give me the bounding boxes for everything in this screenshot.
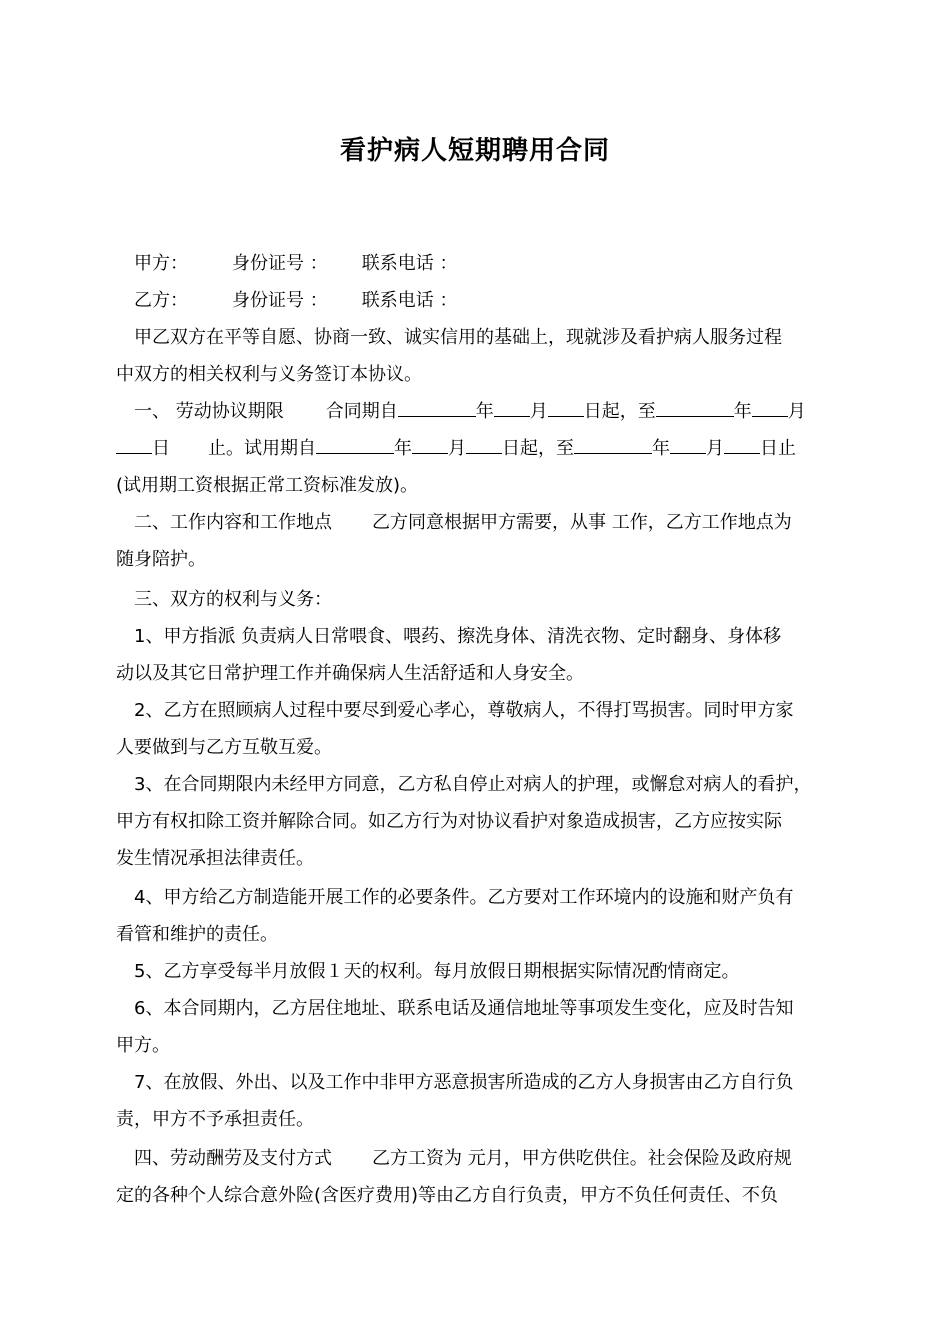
trial-start-month-blank: [412, 431, 448, 454]
party-a-line: [134, 245, 864, 282]
item-line: 发生情况承担法律责任。: [116, 848, 314, 869]
item-line: 人要做到与乙方互敬互爱。: [116, 737, 332, 758]
party-a-phone-label: 联系电话 ：: [361, 253, 458, 274]
page-title: 看护病人短期聘用合同: [339, 136, 610, 166]
end-year-blank: [656, 394, 734, 417]
party-a-label: 甲方：: [134, 253, 188, 274]
section1-heading: 一、 劳动协议期限: [134, 401, 284, 422]
party-b-label: 乙方：: [134, 290, 188, 311]
start-text: 日起，至: [583, 401, 656, 422]
section1-line-2: [116, 430, 846, 467]
section4-text: 乙方工资为 元月，甲方供吃供住。社会保险及政府规: [372, 1148, 792, 1169]
item-line: 1、甲方指派 负责病人日常喂食、喂药、擦洗身体、清洗衣物、定时翻身、身体移: [134, 626, 782, 647]
item-line: 动以及其它日常护理工作并确保病人生活舒适和人身安全。: [116, 663, 584, 684]
item-line: 看管和维护的责任。: [116, 924, 278, 945]
stop-text: 日止: [760, 438, 796, 459]
section2-line-1: [134, 504, 864, 541]
end-month-blank: [752, 394, 788, 417]
contract-from-text: 合同期自: [325, 401, 398, 422]
trial-start-day-blank: [466, 431, 502, 454]
party-a-id-label: 身份证号 ：: [232, 253, 328, 274]
section4-heading: 四、劳动酬劳及支付方式: [134, 1148, 332, 1169]
trial-start-year-blank: [316, 431, 394, 454]
month-text: 月: [706, 438, 724, 459]
item-line: 7、在放假、外出、以及工作中非甲方恶意损害所造成的乙方人身损害由乙方自行负: [134, 1072, 794, 1093]
section4-line-1: [134, 1140, 864, 1177]
trial-end-year-blank: [574, 431, 652, 454]
start-month-blank: [494, 394, 530, 417]
trial-end-month-blank: [670, 431, 706, 454]
year-text: 年: [394, 438, 412, 459]
end-day-blank: [116, 431, 152, 454]
party-b-id-label: 身份证号 ：: [232, 290, 328, 311]
start-year-blank: [398, 394, 476, 417]
year-text: 年: [475, 401, 494, 422]
section2-heading: 二、工作内容和工作地点: [134, 512, 332, 533]
party-b-line: [134, 282, 864, 319]
section2-line-2: 随身陪护。: [116, 549, 206, 570]
trial-end-day-blank: [724, 431, 760, 454]
day-text: 日: [152, 438, 170, 459]
section1-note: (试用期工资根据正常工资标准发放)。: [116, 475, 419, 496]
item-line: 4、甲方给乙方制造能开展工作的必要条件。乙方要对工作环境内的设施和财产负有: [134, 887, 794, 908]
year-text: 年: [652, 438, 670, 459]
end-text: 止。试用期自: [208, 438, 316, 459]
section3-heading: 三、双方的权利与义务：: [134, 589, 332, 610]
month-text: 月: [529, 401, 548, 422]
item-line: 甲方有权扣除工资并解除合同。如乙方行为对协议看护对象造成损害，乙方应按实际: [116, 811, 782, 832]
start-day-blank: [548, 394, 584, 417]
item-line: 3、在合同期限内未经甲方同意，乙方私自停止对病人的护理，或懈怠对病人的看护，: [134, 774, 812, 795]
intro-line-2: 中双方的相关权利与义务签订本协议。: [116, 364, 422, 385]
party-b-phone-label: 联系电话 ：: [361, 290, 458, 311]
item-line: 甲方。: [116, 1035, 170, 1056]
section1-line-1: [134, 393, 864, 430]
month-text: 月: [448, 438, 466, 459]
item-line: 5、乙方享受每半月放假１天的权利。每月放假日期根据实际情况酌情商定。: [134, 961, 740, 982]
item-line: 责，甲方不予承担责任。: [116, 1109, 314, 1130]
item-line: 6、本合同期内，乙方居住地址、联系电话及通信地址等事项发生变化，应及时告知: [134, 998, 794, 1019]
month-text: 月: [787, 401, 806, 422]
intro-line-1: 甲乙双方在平等自愿、协商一致、诚实信用的基础上，现就涉及看护病人服务过程: [134, 327, 782, 348]
section2-text: 乙方同意根据甲方需要，从事 工作，乙方工作地点为: [372, 512, 792, 533]
section4-line-2: 定的各种个人综合意外险(含医疗费用)等由乙方自行负责，甲方不负任何责任、不负: [116, 1185, 779, 1206]
year-text: 年: [733, 401, 752, 422]
start-text: 日起，至: [502, 438, 574, 459]
item-line: 2、乙方在照顾病人过程中要尽到爱心孝心，尊敬病人，不得打骂损害。同时甲方家: [134, 700, 794, 721]
